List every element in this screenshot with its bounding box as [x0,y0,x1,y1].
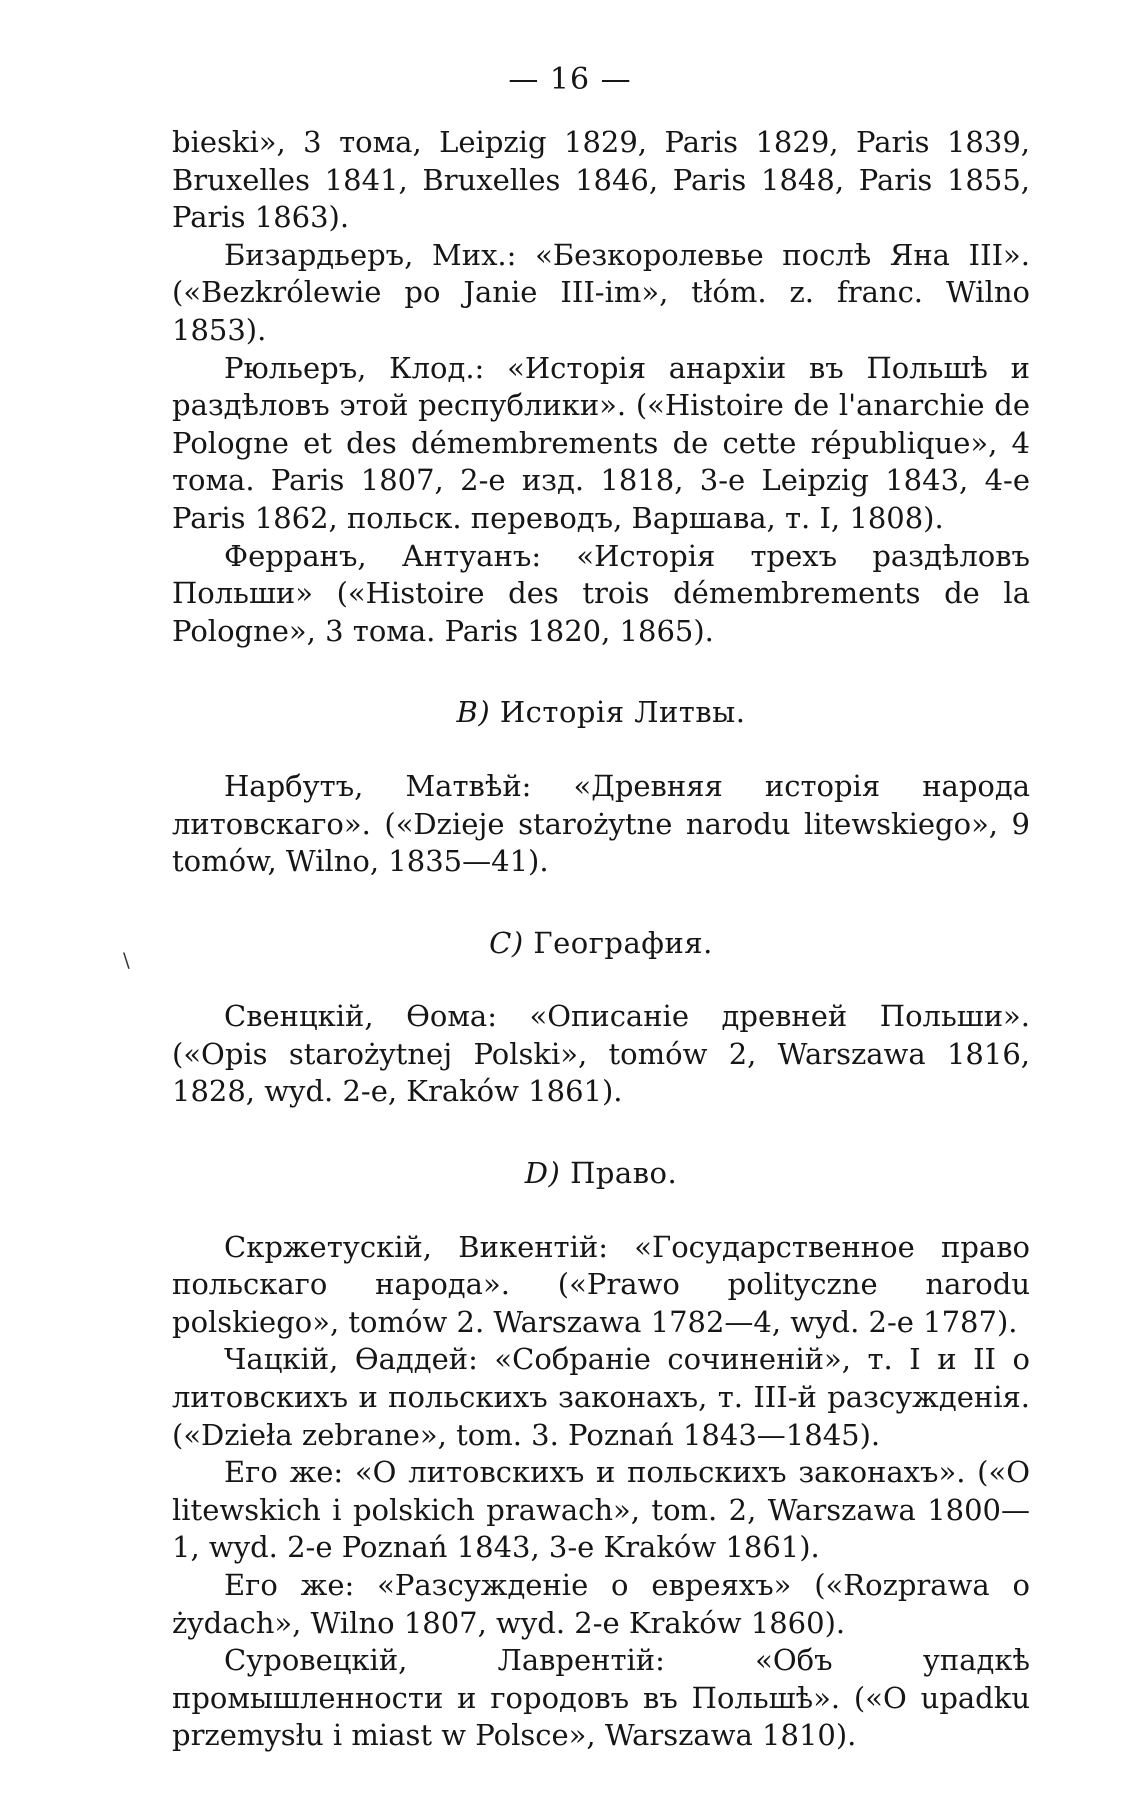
section-letter: D) [524,1156,561,1191]
section-heading-c [172,925,1030,963]
bibliography-entry: bieski», 3 тома, Leipzig 1829, Paris 1829, Paris 1839, Bruxelles 1841, Bruxelles 1846, Paris 1848, Paris 1855, Paris 1863). [172,125,1030,235]
bibliography-entry: Его же: «О литовскихъ и польскихъ законахъ». («O litewskich i polskich prawach», tom. 2, Warszawa 1800—1, wyd. 2-e Poznań 1843, 3-e Kraków 1861). [172,1455,1030,1565]
bibliography-entry: Рюльеръ, Клод.: «Исторія анархіи въ Польшѣ и раздѣловъ этой республики». («Histoire de l'anarchie de Pologne et des démembrements de cette république», 4 тома. Paris 1807, 2-е изд. 1818, 3-е Leipzig 1843, 4-е Paris 1862, польск. переводъ, Варшава, т. I, 1808). [172,350,1030,535]
page-number: — 16 — [508,62,632,97]
bibliography-entry: Его же: «Разсужденіе о евреяхъ» («Rozprawa o żydach», Wilno 1807, wyd. 2-e Kraków 1860). [172,1568,1030,1640]
section-heading-b [172,694,1030,732]
bibliography-entry: Ферранъ, Антуанъ: «Исторія трехъ раздѣловъ Польши» («Histoire des trois démembrements de la Pologne», 3 тома. Paris 1820, 1865). [172,538,1030,648]
bibliography-entry: Чацкій, Ѳаддей: «Собраніе сочиненій», т. I и II о литовскихъ и польскихъ законахъ, т. III-й разсужденія. («Dzieła zebrane», tom. 3. Poznań 1843—1845). [172,1342,1030,1452]
margin-mark: \ [123,948,130,972]
bibliography-entry: Бизардьеръ, Мих.: «Безкоролевье послѣ Яна III». («Bezkrólewie po Janie III-im», tłóm. z. franc. Wilno 1853). [172,237,1030,347]
bibliography-entry: Свенцкій, Ѳома: «Описаніе древней Польши». («Opis starożytnej Polski», tomów 2, Warszawa 1816, 1828, wyd. 2-e, Kraków 1861). [172,999,1030,1109]
bibliography-text [172,124,1030,1755]
bibliography-entry: Нарбутъ, Матвѣй: «Древняя исторія народа литовскаго». («Dzieje starożytne narodu litewskiego», 9 tomów, Wilno, 1835—41). [172,768,1030,879]
bibliography-entry: Суровецкій, Лаврентій: «Объ упадкѣ промышленности и городовъ въ Польшѣ». («O upadku przemysłu i miast w Polsce», Warszawa 1810). [172,1643,1030,1753]
section-heading-d [172,1155,1030,1193]
section-letter: B) [456,695,491,730]
bibliography-entry: Скржетускій, Викентій: «Государственное право польскаго народа». («Prawo polityczne narodu polskiego», tomów 2. Warszawa 1782—4, wyd. 2-e 1787). [172,1229,1030,1339]
section-title: Исторія Литвы. [499,695,746,730]
section-letter: C) [489,925,524,960]
section-title: География. [533,925,713,960]
section-title: Право. [570,1156,678,1191]
